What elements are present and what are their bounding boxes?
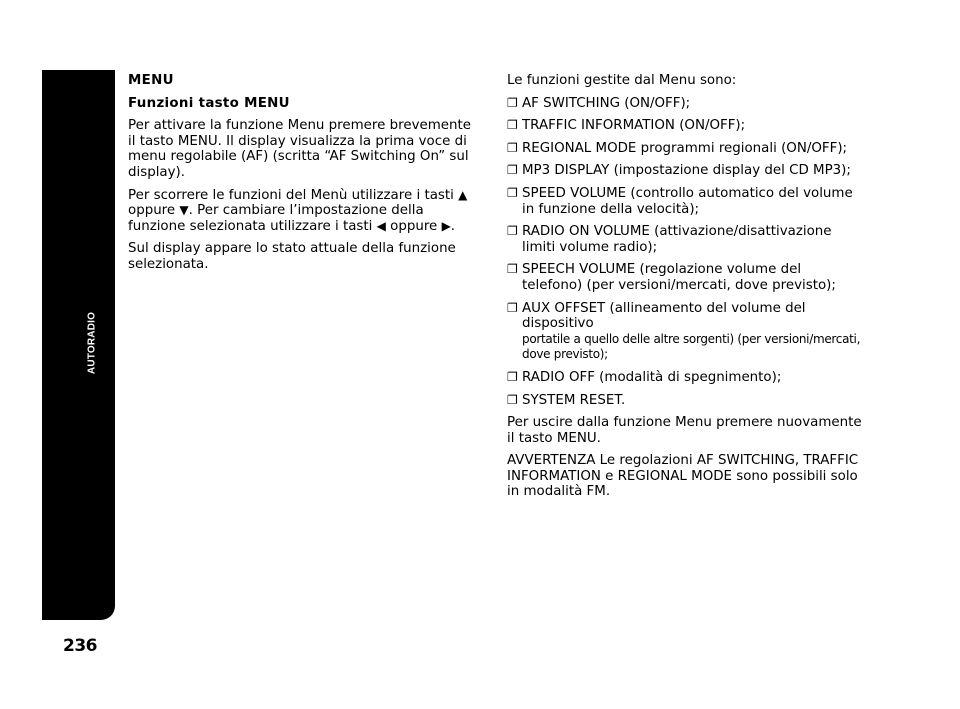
list-item bbox=[507, 301, 862, 363]
left-column bbox=[128, 73, 473, 280]
arrow-up-icon: ▲ bbox=[458, 187, 468, 202]
checkbox-bullet-icon: ❐ bbox=[507, 140, 518, 155]
checkbox-bullet-icon: ❐ bbox=[507, 224, 518, 239]
paragraph-exit-menu: Per uscire dalla funzione Menu premere nuovamente il tasto MENU. bbox=[507, 415, 862, 446]
list-item-text-continued: portatile a quello delle altre sorgenti) (per versioni/mercati, dove previsto); bbox=[522, 331, 861, 362]
paragraph-scroll-functions bbox=[128, 188, 473, 235]
list-item bbox=[507, 393, 862, 409]
arrow-left-icon: ◀ bbox=[376, 218, 386, 233]
text-scroll-e: . bbox=[450, 218, 456, 234]
list-item-text: MP3 DISPLAY (impostazione display del CD MP3); bbox=[522, 163, 851, 179]
list-item bbox=[507, 370, 862, 386]
checkbox-bullet-icon: ❐ bbox=[507, 300, 518, 315]
list-item bbox=[507, 163, 862, 179]
list-item bbox=[507, 262, 862, 293]
list-item-text: SYSTEM RESET. bbox=[522, 392, 626, 408]
right-column bbox=[507, 73, 862, 507]
checkbox-bullet-icon: ❐ bbox=[507, 392, 518, 407]
section-subtitle: Funzioni tasto MENU bbox=[128, 95, 290, 111]
checkbox-bullet-icon: ❐ bbox=[507, 163, 518, 178]
text-scroll-a: Per scorrere le funzioni del Menù utilizzare i tasti bbox=[128, 187, 454, 203]
page-number: 236 bbox=[63, 636, 97, 656]
paragraph-warning: AVVERTENZA Le regolazioni AF SWITCHING, TRAFFIC INFORMATION e REGIONAL MODE sono possibili solo in modalità FM. bbox=[507, 453, 859, 500]
checkbox-bullet-icon: ❐ bbox=[507, 95, 518, 110]
section-title: MENU bbox=[128, 73, 174, 88]
list-item bbox=[507, 96, 862, 112]
paragraph-activate-menu: Per attivare la funzione Menu premere brevemente il tasto MENU. Il display visualizza la prima voce di menu regolabile (AF) (scritta “AF Switching On” sul display). bbox=[128, 118, 471, 180]
list-item-text: RADIO OFF (modalità di spegnimento); bbox=[522, 369, 782, 385]
list-item-text: TRAFFIC INFORMATION (ON/OFF); bbox=[522, 118, 746, 134]
list-item-text: SPEECH VOLUME (regolazione volume del telefono) (per versioni/mercati, dove previsto); bbox=[522, 262, 836, 293]
list-item bbox=[507, 224, 862, 255]
section-tab-label: AUTORADIO bbox=[86, 311, 98, 375]
text-scroll-c: . Per cambiare l’impostazione della funzione selezionata utilizzare i tasti bbox=[128, 203, 424, 234]
checkbox-bullet-icon: ❐ bbox=[507, 262, 518, 277]
checkbox-bullet-icon: ❐ bbox=[507, 369, 518, 384]
list-item-text: RADIO ON VOLUME (attivazione/disattivazione limiti volume radio); bbox=[522, 224, 832, 255]
section-tab bbox=[42, 70, 115, 620]
list-item bbox=[507, 118, 862, 134]
list-item-text: AUX OFFSET (allineamento del volume del dispositivo bbox=[522, 300, 806, 332]
checkbox-bullet-icon: ❐ bbox=[507, 185, 518, 200]
list-item-text: REGIONAL MODE programmi regionali (ON/OFF); bbox=[522, 140, 848, 156]
menu-intro: Le funzioni gestite dal Menu sono: bbox=[507, 73, 737, 88]
arrow-right-icon: ▶ bbox=[441, 218, 451, 233]
text-scroll-d: oppure bbox=[390, 218, 438, 234]
menu-function-list bbox=[507, 96, 862, 409]
list-item-text: SPEED VOLUME (controllo automatico del volume in funzione della velocità); bbox=[522, 185, 853, 217]
checkbox-bullet-icon: ❐ bbox=[507, 118, 518, 133]
paragraph-display-status: Sul display appare lo stato attuale della funzione selezionata. bbox=[128, 241, 456, 272]
list-item bbox=[507, 186, 862, 217]
arrow-down-icon: ▼ bbox=[179, 203, 189, 218]
text-scroll-b: oppure bbox=[128, 203, 176, 219]
list-item bbox=[507, 141, 862, 157]
list-item-text: AF SWITCHING (ON/OFF); bbox=[522, 95, 691, 111]
